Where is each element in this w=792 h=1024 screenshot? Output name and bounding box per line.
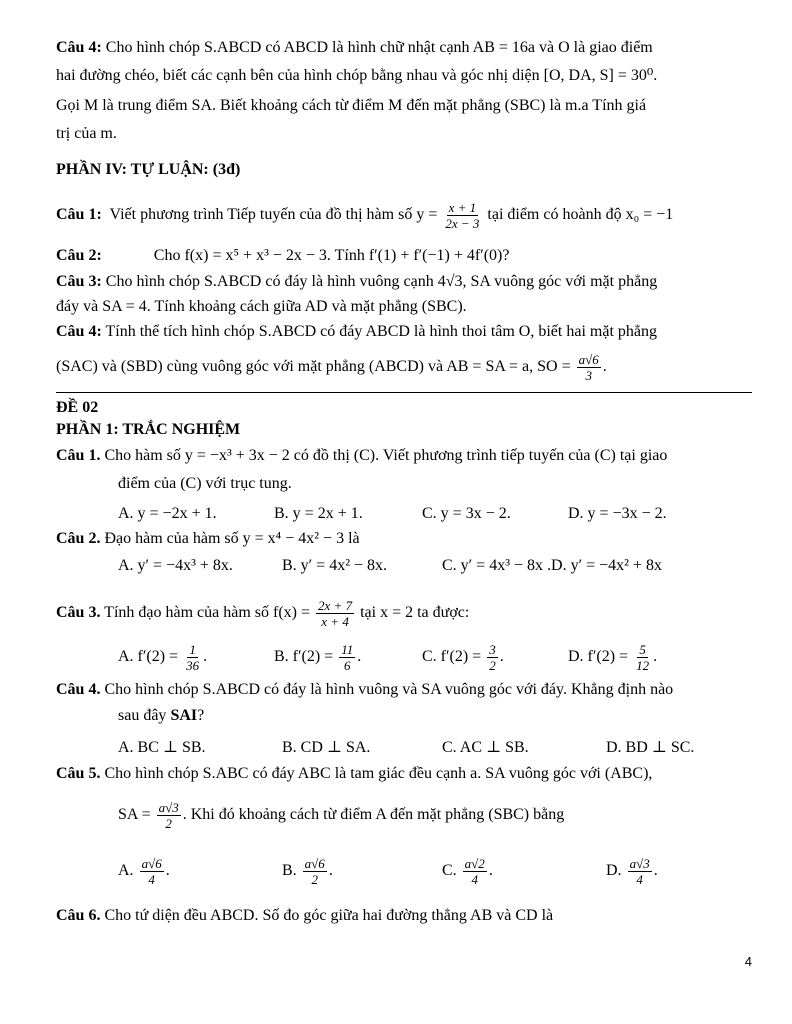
fraction-denominator: 2 — [489, 658, 496, 673]
de02-q5-option-c: C. $\frac{a√2}{4}$ . — [442, 856, 493, 887]
de02-q2-line — [56, 529, 360, 549]
de02-q4-line1 — [56, 680, 673, 700]
fraction-numerator: 1 — [189, 642, 196, 657]
fraction-denominator: 12 — [636, 658, 650, 673]
de02-part1-heading: PHẦN 1: TRẮC NGHIỆM — [56, 421, 241, 438]
de02-q3-text-b: tại x = 2 ta được: — [360, 604, 470, 622]
de02-q5-text-b: . Khi đó khoảng cách từ điểm A đến mặt phẳng (SBC) bằng — [182, 806, 565, 824]
fraction-numerator: 3 — [489, 642, 496, 657]
part4-q4-label: Câu 4: — [56, 323, 102, 340]
part4-q3-text: Cho hình chóp S.ABCD có đáy là hình vuông cạnh 4√3, SA vuông góc với mặt phẳng — [105, 273, 658, 290]
top-q4-label: Câu 4: — [56, 39, 102, 56]
top-q4-line3: Gọi M là trung điểm SA. Biết khoảng cách từ điểm M đến mặt phẳng (SBC) là m.a Tính giá — [56, 97, 647, 114]
de02-q2-option-cd: C. y′ = 4x³ − 8x .D. y′ = −4x² + 8x — [442, 557, 662, 574]
top-q4-line4: trị của m. — [56, 125, 117, 142]
option-prefix: B. — [282, 862, 297, 880]
fraction-denominator: 2 — [311, 872, 318, 887]
option-prefix: D. f′(2) = — [568, 648, 629, 666]
de02-q1-line2: điểm của (C) với trục tung. — [118, 475, 292, 492]
de02-q6-label: Câu 6. — [56, 907, 101, 924]
de02-q4-line2 — [118, 706, 204, 726]
page-number: 4 — [744, 954, 752, 969]
part4-q1-fraction — [443, 200, 481, 231]
part4-q2 — [56, 246, 509, 266]
de02-q2-label: Câu 2. — [56, 530, 101, 547]
fraction-numerator: a√6 — [304, 856, 325, 871]
fraction-numerator: 2x + 7 — [318, 598, 353, 613]
part4-q3-label: Câu 3: — [56, 273, 102, 290]
de02-q4-option-c: C. AC ⊥ SB. — [442, 739, 529, 756]
fraction-numerator: a√6 — [578, 352, 599, 367]
part4-q3-line2: đáy và SA = 4. Tính khoảng cách giữa AD và mặt phẳng (SBC). — [56, 298, 467, 315]
fraction-numerator: a√6 — [141, 856, 162, 871]
part4-q1-text-b: tại điểm có hoành độ x₀ = −1 — [487, 206, 674, 224]
de02-q4-text-a: sau đây — [118, 707, 167, 724]
option-prefix: C. — [442, 862, 457, 880]
de02-q5-option-d: D. $\frac{a√3}{4}$ . — [606, 856, 658, 887]
de02-q1-label: Câu 1. — [56, 447, 101, 464]
de02-q1-line1 — [56, 446, 667, 466]
de02-q4-text-c: ? — [197, 707, 205, 724]
fraction-denominator: 6 — [343, 658, 351, 673]
fraction-numerator: a√3 — [158, 800, 179, 815]
de02-q4-option-a: A. BC ⊥ SB. — [118, 739, 206, 756]
option-fraction — [339, 642, 355, 673]
option-fraction — [303, 856, 327, 887]
de02-q4-option-b: B. CD ⊥ SA. — [282, 739, 371, 756]
option-prefix: A. f′(2) = — [118, 648, 179, 666]
de02-q3-option-d: D. f′(2) = $\frac{5}{12}$ . — [568, 642, 658, 673]
de02-q3-line — [56, 598, 469, 629]
option-fraction — [628, 856, 652, 887]
fraction-denominator: 36 — [186, 658, 200, 673]
part4-q4-text: Tính thể tích hình chóp S.ABCD có đáy ABCD là hình thoi tâm O, biết hai mặt phẳng — [105, 323, 657, 340]
de02-q5-text: Cho hình chóp S.ABC có đáy ABC là tam giác đều cạnh a. SA vuông góc với (ABC), — [104, 765, 653, 782]
de02-q5-label: Câu 5. — [56, 765, 101, 782]
de02-q2-option-b: B. y′ = 4x² − 8x. — [282, 557, 388, 574]
part4-q4-text-a: (SAC) và (SBD) cùng vuông góc với mặt phẳng (ABCD) và AB = SA = a, SO = — [56, 358, 571, 376]
part4-q4-fraction — [577, 352, 601, 383]
option-fraction — [184, 642, 201, 673]
fraction-numerator: a√2 — [464, 856, 485, 871]
fraction-denominator: 4 — [636, 872, 643, 887]
fraction-numerator: a√3 — [629, 856, 650, 871]
de02-q5-line2 — [118, 800, 564, 831]
de02-q5-option-b: B. $\frac{a√6}{2}$ . — [282, 856, 333, 887]
de02-q3-fraction — [316, 598, 354, 629]
fraction-denominator: 2x − 3 — [445, 216, 480, 231]
fraction-denominator: 2 — [165, 816, 172, 831]
option-prefix: D. — [606, 862, 622, 880]
fraction-denominator: 3 — [585, 368, 592, 383]
part4-q1-text-a: Viết phương trình Tiếp tuyến của đồ thị hàm số y = — [109, 206, 438, 224]
de02-q1-option-a: A. y = −2x + 1. — [118, 505, 217, 522]
part4-heading: PHẦN IV: TỰ LUẬN: (3đ) — [56, 161, 241, 178]
option-prefix: C. f′(2) = — [422, 648, 482, 666]
de02-q5-text-a: SA = — [118, 806, 151, 824]
de02-q5-option-a: A. $\frac{a√6}{4}$ . — [118, 856, 170, 887]
de02-q5-line1 — [56, 764, 652, 784]
de02-q4-label: Câu 4. — [56, 681, 101, 698]
de02-q3-text-a: Tính đạo hàm của hàm số f(x) = — [104, 604, 311, 622]
fraction-denominator: x + 4 — [321, 614, 349, 629]
fraction-numerator: 11 — [341, 642, 354, 657]
option-prefix: B. f′(2) = — [274, 648, 334, 666]
fraction-numerator: x + 1 — [448, 200, 477, 215]
part4-q4-line2 — [56, 352, 607, 383]
de02-q4-text: Cho hình chóp S.ABCD có đáy là hình vuông và SA vuông góc với đáy. Khẳng định nào — [104, 681, 674, 698]
section-divider — [56, 392, 752, 393]
de02-q2-text: Đạo hàm của hàm số y = x⁴ − 4x² − 3 là — [104, 530, 360, 547]
part4-q2-label: Câu 2: — [56, 247, 102, 264]
part4-q4-text-b: . — [602, 358, 607, 376]
fraction-numerator: 5 — [639, 642, 646, 657]
top-q4-line1 — [56, 38, 653, 58]
de02-q4-option-d: D. BD ⊥ SC. — [606, 739, 695, 756]
option-fraction — [140, 856, 164, 887]
de02-q6-text: Cho tứ diện đều ABCD. Số đo góc giữa hai đường thẳng AB và CD là — [104, 907, 554, 924]
de02-q3-option-b: B. f′(2) = $\frac{11}{6}$ . — [274, 642, 362, 673]
de02-q4-emphasis: SAI — [170, 707, 198, 724]
option-fraction — [634, 642, 651, 673]
de02-q3-label: Câu 3. — [56, 604, 101, 622]
de02-heading: ĐỀ 02 — [56, 399, 99, 416]
de02-q6-line — [56, 906, 553, 926]
fraction-denominator: 4 — [471, 872, 478, 887]
de02-q1-text: Cho hàm số y = −x³ + 3x − 2 có đồ thị (C). Viết phương trình tiếp tuyến của (C) tại giao — [104, 447, 668, 464]
top-q4-line2: hai đường chéo, biết các cạnh bên của hình chóp bằng nhau và góc nhị diện [O, DA, S] = 30⁰. — [56, 67, 658, 84]
option-fraction — [487, 642, 498, 673]
part4-q3-line1 — [56, 272, 657, 292]
de02-q5-fraction — [157, 800, 181, 831]
fraction-denominator: 4 — [148, 872, 155, 887]
part4-q1-label: Câu 1: — [56, 206, 102, 224]
part4-q4-line1 — [56, 322, 657, 342]
de02-q2-option-a: A. y′ = −4x³ + 8x. — [118, 557, 233, 574]
part4-q1 — [56, 200, 673, 231]
option-prefix: A. — [118, 862, 134, 880]
de02-q3-option-c: C. f′(2) = $\frac{3}{2}$ . — [422, 642, 504, 673]
option-fraction — [463, 856, 487, 887]
top-q4-text: Cho hình chóp S.ABCD có ABCD là hình chữ nhật cạnh AB = 16a và O là giao điểm — [105, 39, 653, 56]
part4-q2-text: Cho f(x) = x⁵ + x³ − 2x − 3. Tính f′(1) + f′(−1) + 4f′(0)? — [153, 247, 510, 264]
de02-q1-option-d: D. y = −3x − 2. — [568, 505, 667, 522]
de02-q3-option-a: A. f′(2) = $\frac{1}{36}$ . — [118, 642, 208, 673]
de02-q1-option-c: C. y = 3x − 2. — [422, 505, 511, 522]
de02-q1-option-b: B. y = 2x + 1. — [274, 505, 363, 522]
